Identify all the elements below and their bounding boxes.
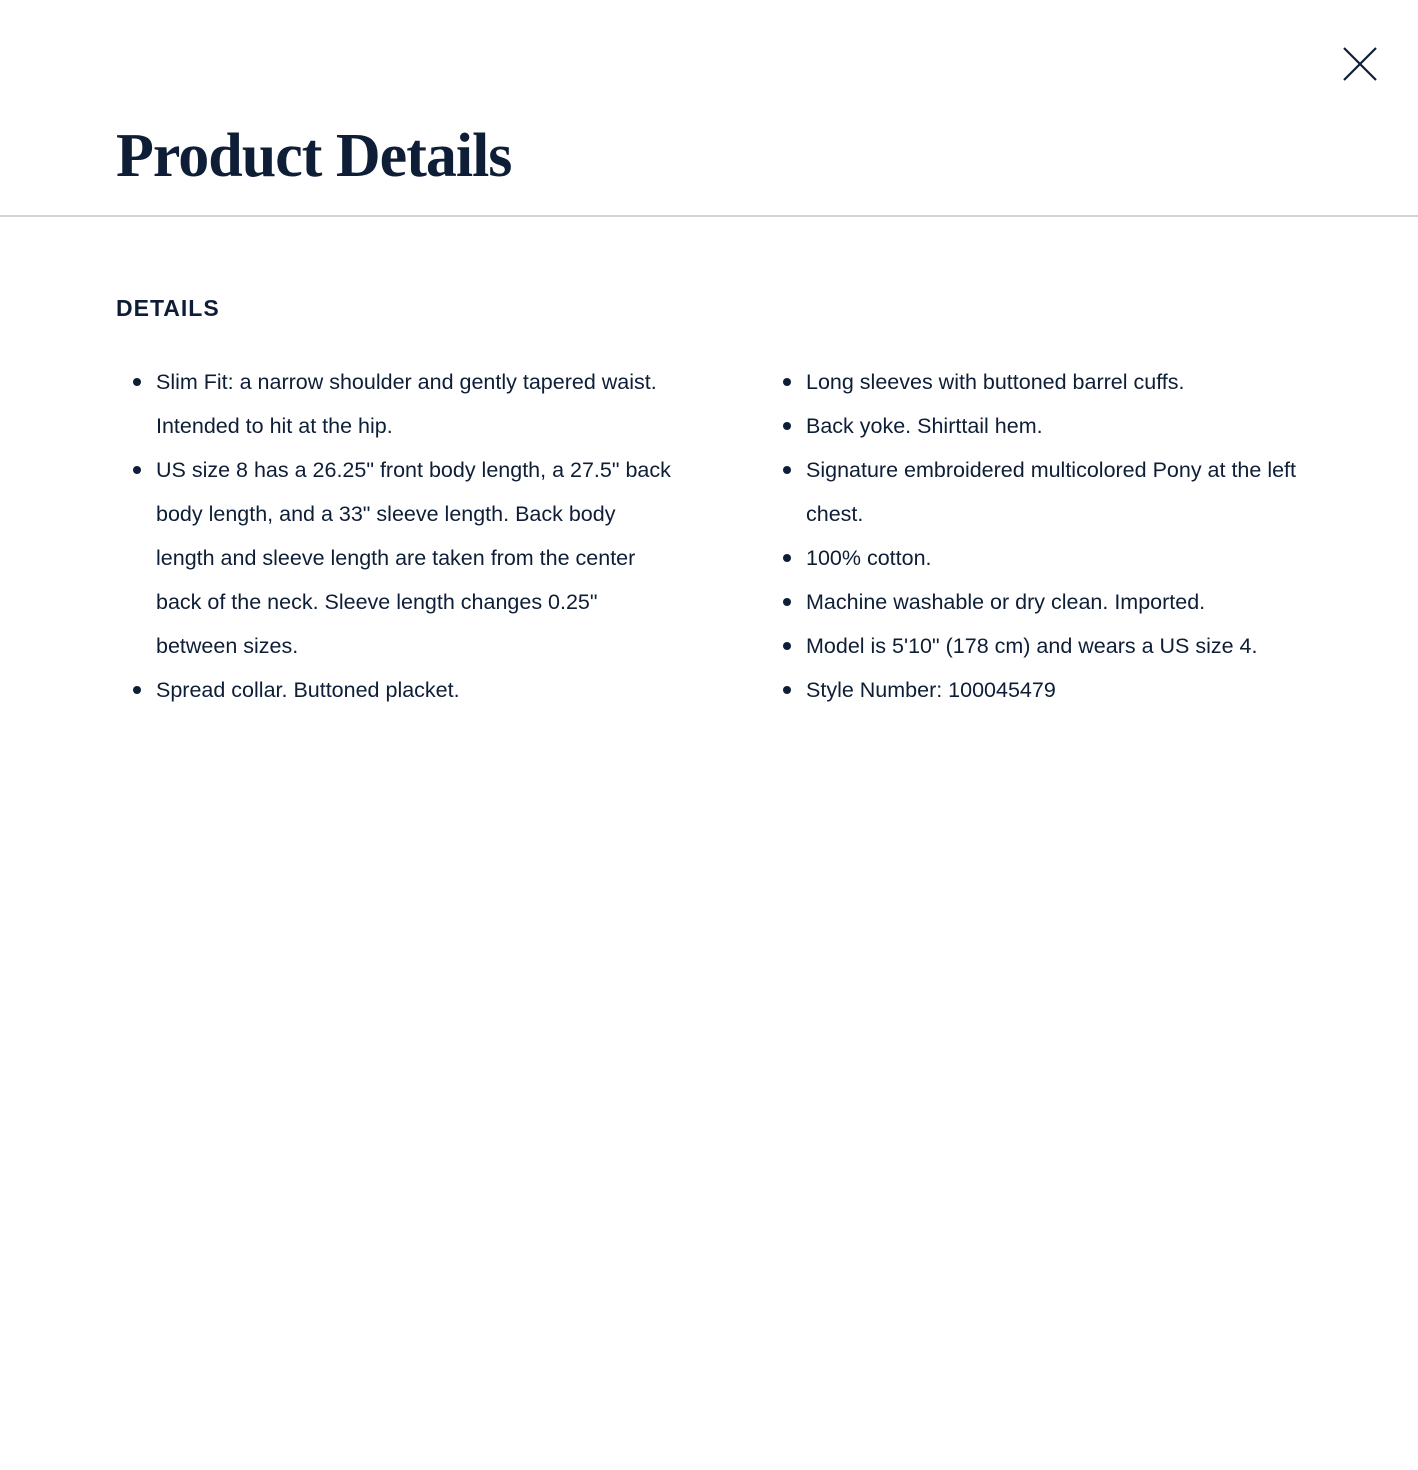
list-item-text: Machine washable or dry clean. Imported. (806, 590, 1206, 614)
list-item (130, 448, 675, 668)
close-button[interactable] (1336, 40, 1384, 88)
list-item-text: Model is 5'10" (178 cm) and wears a US size 4. (806, 634, 1258, 658)
bullet-icon (133, 378, 141, 386)
list-item-text: Signature embroidered multicolored Pony at the left chest. (806, 458, 1296, 526)
list-item-text: Back yoke. Shirttail hem. (806, 414, 1043, 438)
list-item (130, 668, 675, 712)
header-divider (0, 215, 1418, 217)
page-title: Product Details (116, 122, 512, 190)
list-item-text: Spread collar. Buttoned placket. (156, 678, 460, 702)
bullet-icon (783, 378, 791, 386)
bullet-icon (783, 554, 791, 562)
list-item-text: Style Number: 100045479 (806, 678, 1056, 702)
bullet-icon (133, 686, 141, 694)
list-item-text: US size 8 has a 26.25" front body length, a 27.5" back body length, and a 33" sleeve length. Back body length and sleeve length are taken from the center back of the neck. Sleeve length changes 0.25" between sizes. (156, 458, 671, 658)
list-item-text: 100% cotton. (806, 546, 932, 570)
close-icon (1336, 40, 1384, 88)
bullet-icon (783, 422, 791, 430)
details-list-right (780, 360, 1310, 712)
list-item (780, 580, 1310, 624)
list-item (780, 624, 1310, 668)
bullet-icon (783, 642, 791, 650)
bullet-icon (133, 466, 141, 474)
list-item (780, 668, 1310, 712)
list-item (780, 404, 1310, 448)
list-item (780, 360, 1310, 404)
list-item-text: Long sleeves with buttoned barrel cuffs. (806, 370, 1185, 394)
details-heading: DETAILS (116, 295, 220, 321)
list-item-text: Slim Fit: a narrow shoulder and gently tapered waist. Intended to hit at the hip. (156, 370, 657, 438)
details-list-left (130, 360, 675, 712)
list-item (130, 360, 675, 448)
bullet-icon (783, 466, 791, 474)
bullet-icon (783, 598, 791, 606)
bullet-icon (783, 686, 791, 694)
list-item (780, 536, 1310, 580)
list-item (780, 448, 1310, 536)
